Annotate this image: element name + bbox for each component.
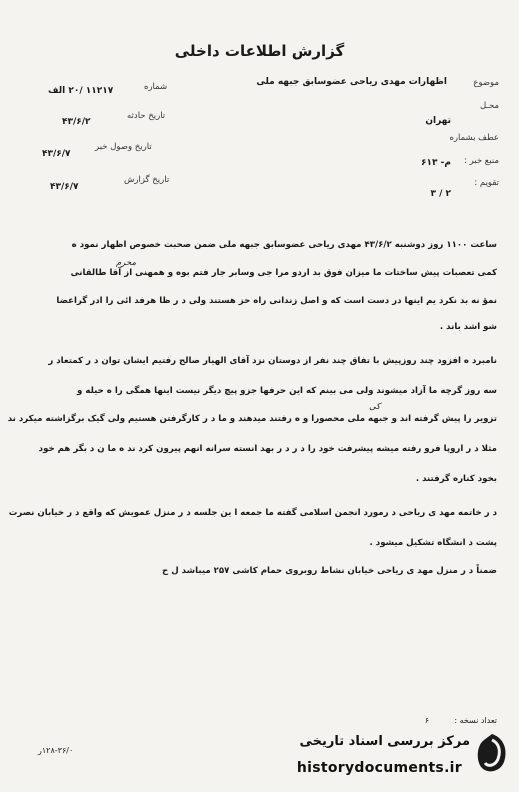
body-line: ضمناً د ر منزل مهد ی ریاحی خیابان نشاط روبروی حمام کاشی ۲۵۷ میباشد ل ح <box>162 566 497 576</box>
subject-value: اظهارات مهدی ریاحی عضوسابق جبهه ملی <box>256 77 447 87</box>
source-value: م- ۶۱۳ <box>421 158 451 168</box>
number-value: ۱۱۲۱۷ /۲۰ الف <box>48 86 114 96</box>
event-date-label: تاریخ حادثه <box>127 111 166 121</box>
number-label: شماره <box>144 82 168 92</box>
place-label: محـل <box>480 101 499 111</box>
evaluation-value: ۲ / ۳ <box>430 189 451 199</box>
handwritten-annotation: محرم <box>116 258 136 268</box>
copies-value: ۶ <box>424 716 429 725</box>
place-value: تهران <box>425 116 451 126</box>
report-title: گزارش اطلاعات داخلی <box>174 42 345 60</box>
body-line: پشت د انشگاه تشکیل میشود . <box>369 538 497 548</box>
body-line: بخود کناره گرفتند . <box>415 474 497 484</box>
body-line: کمی تعصبات پیش ساختات ما میزان فوق بد اردو مرا جی وسابر جار فتم بوه و همهنی از آقا طالقانی <box>70 268 497 278</box>
event-date-value: ۴۳/۶/۲ <box>62 117 91 127</box>
copies-label: تعداد نسخه : <box>454 716 497 725</box>
body-line: د ر خاتمه مهد ی ریاحی د رمورد انجمن اسلامی گفته ما جمعه ا ین جلسه د ر منزل عمویش که واقع د ر خیابان نصرت <box>8 508 497 518</box>
body-line: سه روز گرچه ما آزاد میشوند ولی می بینم که این حرفها جزو پیچ دیگر نیست اینها همگی را ه حیله و <box>77 386 497 396</box>
body-line: مثلا د ر اروپا فرو رفته میشه پیشرفت خود را د ر د ر بهد انسته سرانه انهم پیرون کرد ند ه ما ن د بگر هم خود <box>38 444 497 454</box>
received-date-label: تاریخ وصول خبر <box>95 142 152 152</box>
document-code: ۱۲۸-۳۶/۰ر <box>38 746 74 755</box>
body-line: نامبرد ه افزود چند روزپیش با تفاق چند نفر از دوستان نزد آقای الهیار صالح رفتیم ایشان توان د ر کمتعاد ر <box>48 356 497 366</box>
subject-label: موضوع <box>473 78 499 88</box>
archive-url: historydocuments.ir <box>296 760 462 776</box>
body-line: شو اشد باند . <box>439 322 497 332</box>
ref-label: عطف بشماره <box>449 133 499 143</box>
evaluation-label: تقویم : <box>474 178 499 188</box>
report-date-label: تاریخ گزارش <box>124 175 170 185</box>
archive-name: مرکز بررسی اسناد تاریخی <box>299 734 470 749</box>
source-label: منبع خبر : <box>464 156 499 166</box>
handwritten-annotation: کی <box>369 402 381 412</box>
report-date-value: ۴۳/۶/۷ <box>50 182 79 192</box>
body-line: ساعت ۱۱۰۰ روز دوشنبه ۴۳/۶/۲ مهدی ریاحی عضوسابق جبهه ملی ضمن صحبت خصوص اظهار نمود ه <box>71 240 497 250</box>
body-line: تزویر را پیش گرفته اند و جبهه ملی محصورا و ه رفتند میدهند و ما د ر کارگرفتن هستیم ولی گیک برگزاشته میکرد ند <box>7 414 497 424</box>
body-line: نمؤ نه بد نکرد یم اینها در دست است که و اصل زندانی راه حز هستند ولی د ر ظا هرفد ائی را ادر گراعضا <box>56 296 497 306</box>
archive-logo-icon <box>474 732 510 776</box>
received-date-value: ۴۳/۶/۷ <box>42 149 71 159</box>
archive-watermark <box>236 728 510 786</box>
